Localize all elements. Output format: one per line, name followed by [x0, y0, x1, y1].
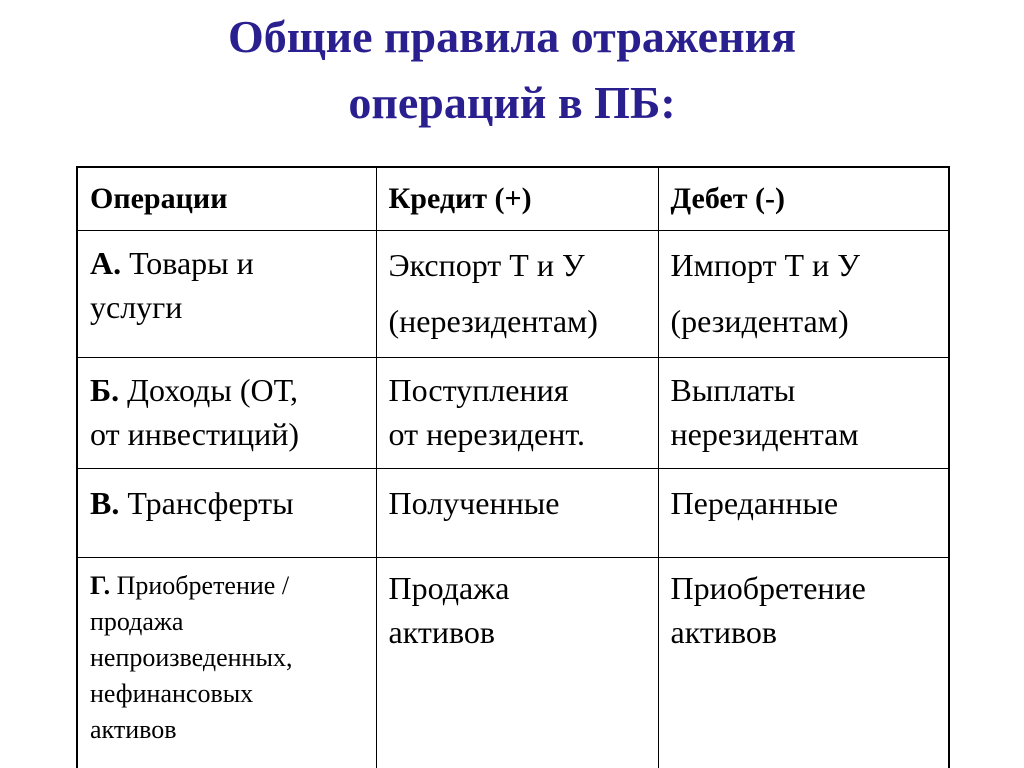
- row-letter: Б.: [90, 372, 120, 408]
- row-letter: А.: [90, 245, 122, 281]
- credit-cell: [376, 358, 658, 469]
- operation-text: от инвестиций): [90, 416, 300, 452]
- debit-text: Выплаты: [670, 372, 796, 408]
- debit-text: Переданные: [670, 485, 839, 521]
- credit-text: Поступления: [388, 372, 569, 408]
- page-title: [0, 4, 1024, 136]
- title-line-2: операций в ПБ:: [348, 77, 676, 128]
- debit-text: нерезидентам: [670, 416, 859, 452]
- operation-cell: [77, 469, 376, 558]
- debit-cell: [658, 558, 949, 768]
- credit-text: (нерезидентам): [388, 303, 598, 339]
- credit-cell: [376, 231, 658, 358]
- operation-cell: [77, 358, 376, 469]
- credit-text: Экспорт Т и У: [388, 247, 585, 283]
- operation-text: услуги: [90, 289, 183, 325]
- credit-cell: [376, 469, 658, 558]
- operation-text: Г. Приобретение /: [90, 571, 290, 600]
- header-operations: Операции: [77, 167, 376, 231]
- table-row: [77, 231, 949, 358]
- title-line-1: Общие правила отражения: [228, 11, 796, 62]
- operation-text: Б. Доходы (ОТ,: [90, 372, 298, 408]
- header-debit: Дебет (-): [658, 167, 949, 231]
- credit-text: от нерезидент.: [388, 416, 585, 452]
- operation-text: продажа: [90, 607, 184, 636]
- credit-text: Полученные: [388, 485, 560, 521]
- operation-cell: [77, 231, 376, 358]
- operation-cell: [77, 558, 376, 768]
- operation-text: А. Товары и: [90, 245, 254, 281]
- operations-table: [76, 166, 950, 768]
- debit-text: активов: [670, 614, 777, 650]
- row-letter: В.: [90, 485, 120, 521]
- operation-text: нефинансовых: [90, 679, 254, 708]
- debit-cell: [658, 358, 949, 469]
- row-letter: Г.: [90, 571, 111, 600]
- table-row: [77, 358, 949, 469]
- operation-text: активов: [90, 715, 177, 744]
- debit-text: (резидентам): [670, 303, 849, 339]
- credit-cell: [376, 558, 658, 768]
- operation-text: непроизведенных,: [90, 643, 293, 672]
- table-header-row: [77, 167, 949, 231]
- table-row: [77, 558, 949, 768]
- header-credit: Кредит (+): [376, 167, 658, 231]
- debit-cell: [658, 469, 949, 558]
- operation-text: В. Трансферты: [90, 485, 294, 521]
- credit-text: Продажа: [388, 570, 510, 606]
- debit-text: Приобретение: [670, 570, 866, 606]
- debit-cell: [658, 231, 949, 358]
- debit-text: Импорт Т и У: [670, 247, 860, 283]
- table-row: [77, 469, 949, 558]
- credit-text: активов: [388, 614, 495, 650]
